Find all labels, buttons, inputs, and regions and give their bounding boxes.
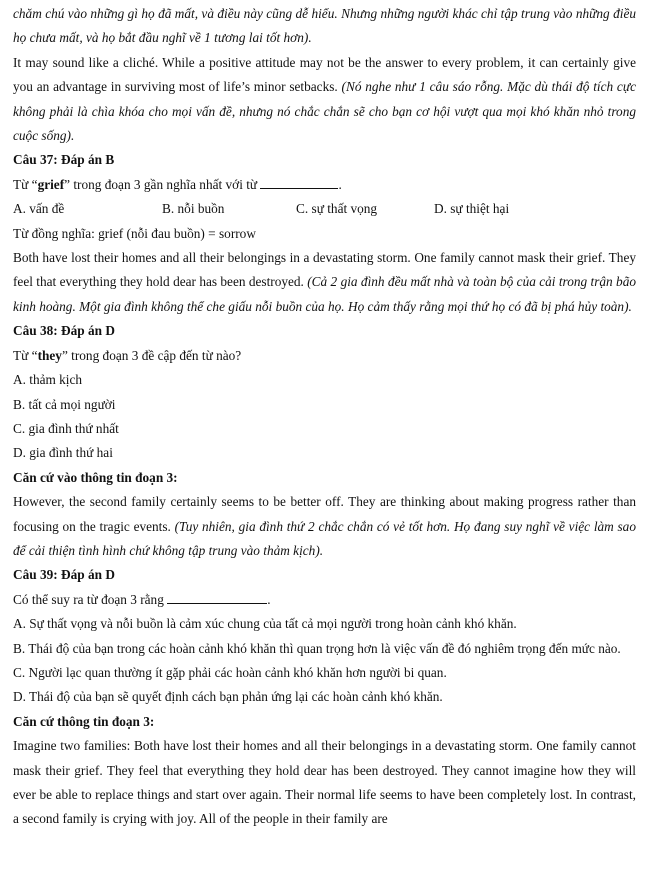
intro-paragraph	[13, 51, 636, 149]
q39-question: Có thể suy ra từ đoạn 3 rằng .	[13, 588, 636, 612]
q38-option-c: C. gia đình thứ nhất	[13, 420, 119, 436]
q37-option-a: A. vấn đề	[13, 201, 65, 217]
q38-title: Câu 38: Đáp án D	[13, 323, 115, 339]
q39-basis: Căn cứ thông tin đoạn 3:	[13, 713, 155, 729]
q38-passage-text: However, the second family certainly seems to be better off. They are thinking about making progress rather than focusing on the tragic events.	[13, 494, 636, 534]
q39-option-b: B. Thái độ của bạn trong các hoàn cảnh khó khăn thì quan trọng hơn là việc vấn đề đó nghiêm trọng đến mức nào.	[13, 640, 621, 656]
q38-keyword: they	[37, 347, 62, 363]
q37-passage-translation: (Cả 2 gia đình đều mất nhà và toàn bộ của cải trong trận bão kinh hoàng. Một gia đình không thể che giấu nỗi buồn của họ. Họ cảm thấy rằng mọi thứ họ có đã bị phá hủy toàn).	[13, 274, 636, 314]
q37-keyword: grief	[37, 176, 65, 192]
q38-option-b: B. tất cả mọi người	[13, 396, 116, 412]
q39-passage: Imagine two families: Both have lost their homes and all their belongings in a devastating storm. One family cannot mask their grief. They feel that everything they hold dear has been destroyed. They cannot imagine how they will ever be able to replace things and start over again. Their normal life seems to have been completely lost. In contrast, a second family is crying with joy. All of the people in their family are	[13, 738, 636, 827]
q37-option-b: B. nỗi buồn	[162, 201, 225, 217]
q39-option-d: D. Thái độ của bạn sẽ quyết định cách bạn phản ứng lại các hoàn cảnh khó khăn.	[13, 689, 443, 705]
q38-passage	[13, 490, 636, 563]
q37-answer-blank	[260, 174, 338, 189]
q37-option-c: C. sự thất vọng	[296, 201, 378, 217]
q38-question: Từ “they” trong đoạn 3 đề cập đến từ nào?	[13, 347, 242, 363]
intro-paragraph-text: It may sound like a cliché. While a positive attitude may not be the answer to every problem, it can certainly give you an advantage in surviving most of life’s minor setbacks.	[13, 54, 636, 95]
intro-translation: chăm chú vào những gì họ đã mất, và điều này cũng dễ hiểu. Nhưng những người khác chỉ tập trung vào những điều họ chưa mất, và họ bắt đầu nghĩ về 1 tương lai tốt hơn).	[13, 6, 636, 46]
q38-option-d: D. gia đình thứ hai	[13, 445, 113, 461]
q38-passage-translation: (Tuy nhiên, gia đình thứ 2 chắc chắn có vẻ tốt hơn. Họ đang suy nghĩ về việc làm sao để cải thiện tình hình chứ không tập trung vào thảm kịch).	[13, 518, 636, 558]
q37-passage	[13, 246, 636, 319]
q37-synonym: Từ đồng nghĩa: grief (nỗi đau buồn) = sorrow	[13, 225, 256, 241]
q37-title: Câu 37: Đáp án B	[13, 152, 115, 168]
q39-title: Câu 39: Đáp án D	[13, 567, 115, 583]
q39-option-c: C. Người lạc quan thường ít gặp phải các hoàn cảnh khó khăn hơn người bi quan.	[13, 664, 447, 680]
q39-option-a: A. Sự thất vọng và nỗi buồn là cảm xúc chung của tất cả mọi người trong hoàn cảnh khó khăn.	[13, 616, 517, 632]
q37-options	[13, 197, 636, 221]
q37-passage-text: Both have lost their homes and all their belongings in a devastating storm. One family cannot mask their grief. They feel that everything they hold dear has been destroyed.	[13, 250, 636, 290]
q38-option-a: A. thảm kịch	[13, 372, 83, 388]
q38-basis: Căn cứ vào thông tin đoạn 3:	[13, 469, 178, 485]
q39-answer-blank	[167, 589, 267, 604]
q37-question: Từ “grief” trong đoạn 3 gần nghĩa nhất với từ .	[13, 173, 636, 197]
q37-option-d: D. sự thiệt hại	[434, 201, 510, 217]
intro-paragraph-translation: (Nó nghe như 1 câu sáo rỗng. Mặc dù thái độ tích cực không phải là chìa khóa cho mọi vấn đề, nhưng nó chắc chắn sẽ cho bạn cơ hội vượt qua mọi khó khăn nhỏ trong cuộc sống).	[13, 79, 636, 144]
